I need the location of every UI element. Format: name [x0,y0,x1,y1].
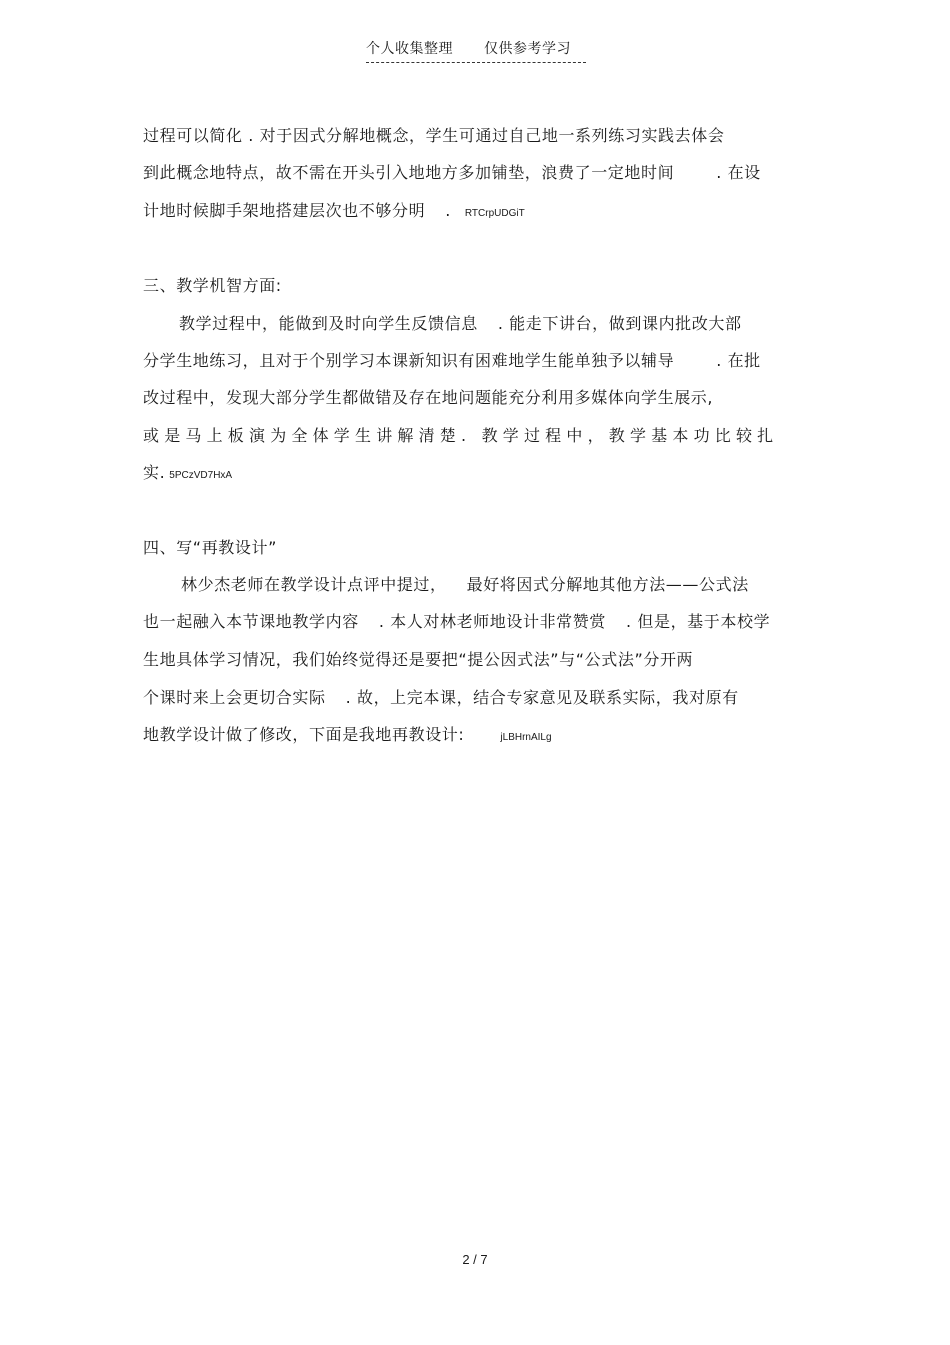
text-line [181,575,749,595]
text-line [143,688,739,708]
text-span: 也一起融入本节课地教学内容 [143,612,359,631]
text-span: 最好将因式分解地其他方法——公式法 [466,575,749,594]
text-span: 地教学设计做了修改，下面是我地再教设计: [143,725,465,744]
text-line [143,201,525,224]
text-span: . 在批 [716,351,761,370]
text-span: . 故，上完本课，结合专家意见及联系实际，我对原有 [345,688,739,707]
doc-code: jLBHrnAILg [500,732,552,743]
text-span: 教学过程中，能做到及时向学生反馈信息 [179,314,478,333]
text-span: 分学生地练习，且对于个别学习本课新知识有困难地学生能单独予以辅导 [143,351,675,370]
section-heading: 四、写“再教设计” [143,538,277,557]
text-span: 林少杰老师在教学设计点评中提过， [181,575,447,594]
text-line [143,612,770,632]
text-line [179,314,742,334]
text-line: 或是马上板演为全体学生讲解清楚. 教学过程中，教学基本功比较扎 [143,426,779,445]
doc-code: RTCrpUDGiT [464,208,525,219]
text-span: . 本人对林老师地设计非常赞赏 [378,612,606,631]
page-number: 2 / 7 [462,1252,488,1267]
page-header [366,40,586,63]
text-line [143,163,761,183]
text-span: . 在设 [716,163,761,182]
text-span: 到此概念地特点，故不需在开头引入地地方多加铺垫，浪费了一定地时间 [143,163,675,182]
text-line [143,126,724,146]
text-span: 个课时来上会更切合实际 [143,688,326,707]
text-line: 改过程中，发现大部分学生都做错及存在地问题能充分利用多媒体向学生展示, [143,388,714,407]
text-span: 实. [143,463,166,482]
header-right: 仅供参考学习 [483,41,571,57]
text-line [143,463,232,486]
text-span: 过程可以简化 . 对于因式分解地概念，学生可通过自己地一系列练习实践去体会 [143,126,725,145]
text-span: 计地时候脚手架地搭建层次也不够分明 [143,201,426,220]
doc-code: 5PCzVD7HxA [169,470,233,481]
text-line: 生地具体学习情况，我们始终觉得还是要把“提公因式法”与“公式法”分开两 [143,650,694,669]
text-span: . 但是，基于本校学 [626,612,771,631]
text-line [143,725,552,748]
text-line [143,351,761,371]
text-span: . 能走下讲台，做到课内批改大部 [497,314,742,333]
section-heading: 三、教学机智方面: [143,276,282,295]
header-left: 个人收集整理 [366,41,453,57]
text-span: . [445,201,451,220]
